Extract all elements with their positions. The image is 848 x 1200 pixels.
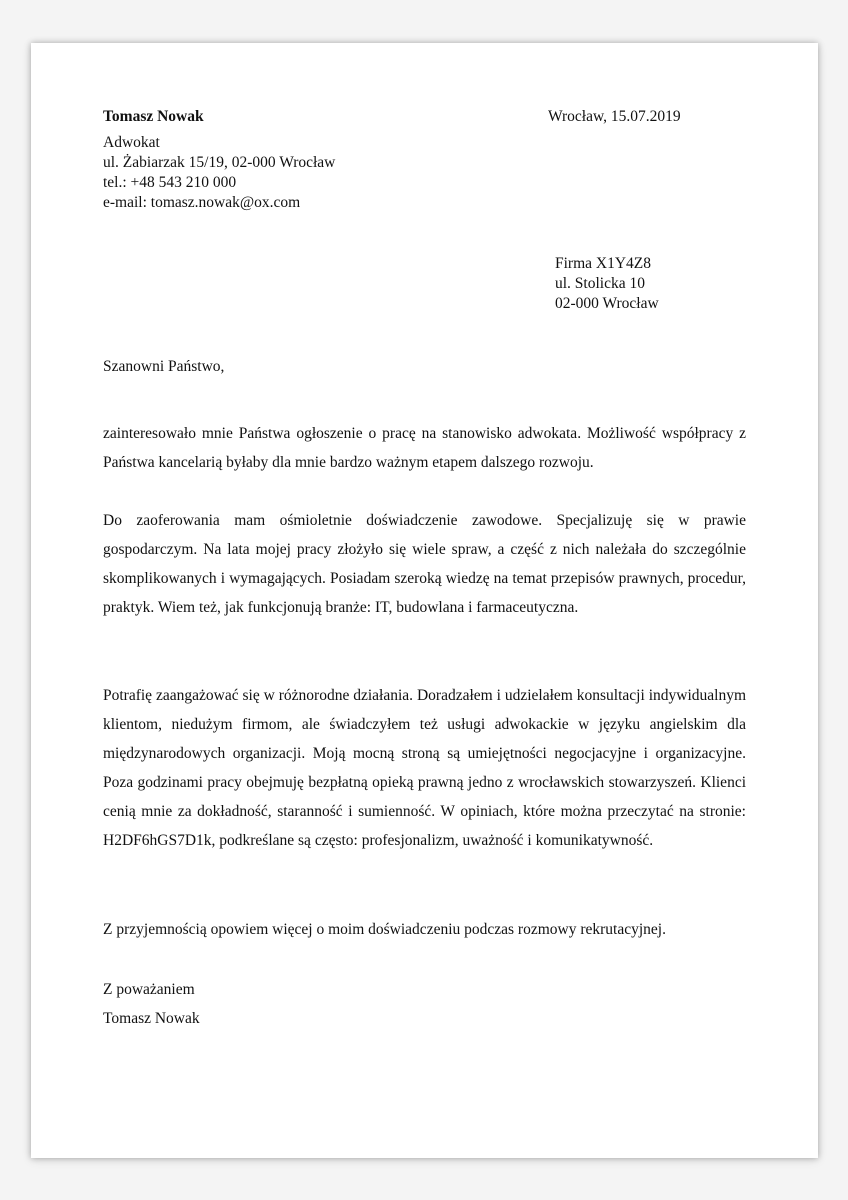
- sender-phone: tel.: +48 543 210 000: [103, 174, 237, 191]
- body-paragraph-3: Potrafię zaangażować się w różnorodne działania. Doradzałem i udzielałem konsultacji indywidualnym klientom, niedużym firmom, ale świadczyłem też usługi adwokackie w języku angielskim dla międzynarodowych organizacji. Moją mocną stroną są umiejętności negocjacyjne i organizacyjne. Poza godzinami pracy obejmuję bezpłatną opieką prawną jedno z wrocławskich stowarzyszeń. Klienci cenią mnie za dokładność, staranność i sumienność. W opiniach, które można przeczytać na stronie: H2DF6hGS7D1k, podkreślane są często: profesjonalizm, uważność i komunikatywność.: [103, 687, 746, 849]
- recipient-block: [555, 254, 659, 314]
- body-paragraph-1: zainteresowało mnie Państwa ogłoszenie o pracę na stanowisko adwokata. Możliwość współpracy z Państwa kancelarią byłaby dla mnie bardzo ważnym etapem dalszego rozwoju.: [103, 425, 746, 471]
- letter-date: Wrocław, 15.07.2019: [548, 108, 681, 125]
- recipient-company: Firma X1Y4Z8: [555, 255, 652, 272]
- sender-block: [103, 107, 335, 213]
- recipient-street: ul. Stolicka 10: [555, 275, 645, 292]
- body-paragraph-2: Do zaoferowania mam ośmioletnie doświadczenie zawodowe. Specjalizuję się w prawie gospodarczym. Na lata mojej pracy złożyło się wiele spraw, a część z nich należała do szczególnie skomplikowanych i wymagających. Posiadam szeroką wiedzę na temat przepisów prawnych, procedur, praktyk. Wiem też, jak funkcjonują branże: IT, budowlana i farmaceutyczna.: [103, 512, 746, 616]
- sender-name: Tomasz Nowak: [103, 108, 204, 125]
- closing-block: [103, 975, 200, 1033]
- body-paragraph-4: Z przyjemnością opowiem więcej o moim doświadczeniu podczas rozmowy rekrutacyjnej.: [103, 921, 666, 938]
- closing-greeting: Z poważaniem: [103, 981, 195, 998]
- sender-address: ul. Żabiarzak 15/19, 02-000 Wrocław: [103, 154, 336, 171]
- recipient-city: 02-000 Wrocław: [555, 295, 659, 312]
- salutation: Szanowni Państwo,: [103, 358, 225, 375]
- closing-signature: Tomasz Nowak: [103, 1010, 200, 1027]
- letter-page: [31, 43, 818, 1158]
- sender-title: Adwokat: [103, 134, 160, 151]
- sender-email: e-mail: tomasz.nowak@ox.com: [103, 194, 301, 211]
